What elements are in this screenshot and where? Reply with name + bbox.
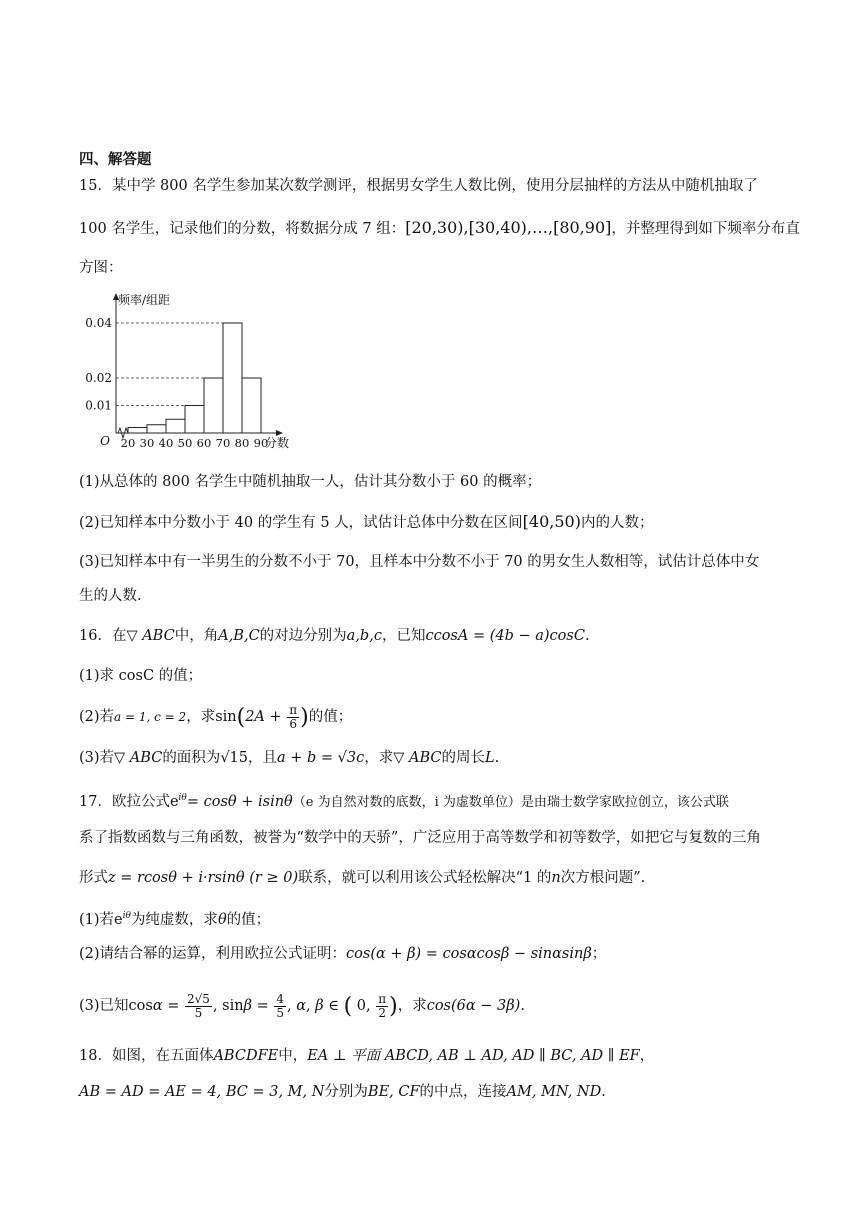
- bar-6: [242, 378, 261, 433]
- q15-text-1: 某中学 800 名学生参加某次数学测评，根据男女学生人数比例，使用分层抽样的方法从中随机抽取了: [111, 178, 758, 194]
- q17-line1: [79, 788, 820, 813]
- q17-line3-b: 联系，就可以利用该公式轻松解决“1 的: [298, 870, 552, 886]
- q15-part2-a: (2)已知样本中分数小于 40 的学生有 5 人，试估计总体中分数在区间: [79, 515, 523, 531]
- x-tick-label-7: 90: [253, 436, 269, 450]
- q17-part1-b: 为纯虚数，求: [130, 912, 218, 928]
- q18-points: BE, CF: [367, 1084, 420, 1100]
- q16-part2-a: (2)若: [79, 709, 115, 725]
- q17-part3-target: cos(6α − 3β): [426, 998, 521, 1014]
- q15-part1: (1)从总体的 800 名学生中随机抽取一人，估计其分数小于 60 的概率；: [79, 474, 542, 490]
- bar-0: [128, 428, 147, 434]
- q16-part3-L: L: [485, 750, 495, 766]
- q18-line2: [79, 1082, 820, 1102]
- q15-part2-b: 内的人数；: [580, 515, 654, 531]
- q16-part3-triangle: ▽ ABC: [114, 750, 163, 766]
- q17-part3-a: (3)已知: [79, 998, 129, 1014]
- q15-text-2a: 100 名学生，记录他们的分数，将数据分成 7 组：: [79, 221, 406, 237]
- q17-line3-c: 次方根问题”.: [560, 870, 646, 886]
- q16-part1: (1)求 cosC 的值；: [79, 668, 203, 684]
- q17-part3-conditions: cosα = $\frac{2√5}{5}$ , sinβ = $\frac{4}{5}$ , α, β ∈ ( 0, $\frac{\pi}{2}$ ): [128, 991, 398, 1020]
- q17-part1-a: (1)若: [79, 912, 115, 928]
- x-tick-label-3: 50: [177, 436, 193, 450]
- bar-5: [223, 323, 242, 433]
- y-tick-label-0: 0.04: [85, 316, 112, 330]
- q17-part3-c: .: [520, 998, 525, 1014]
- q17-part3: [79, 986, 820, 1027]
- q15-part2-interval: [40,50): [522, 512, 581, 531]
- q18-text-b: 中，: [278, 1048, 308, 1064]
- q16-part3-d: ，求: [364, 750, 394, 766]
- q16-sin-expression: sin(2A + $\frac{\pi}{6}$ ): [215, 702, 309, 731]
- q18-line1: [79, 1046, 820, 1066]
- y-tick-label-2: 0.01: [85, 398, 112, 413]
- q17-part2: [79, 944, 820, 964]
- q15-part3-line2: 生的人数.: [79, 588, 142, 604]
- q16-part3: (3)若▽ ABC的面积为√15，且a + b = √3c，求▽ ABC的周长L.: [79, 750, 500, 766]
- q16-text-c: 的对边分别为: [259, 628, 347, 644]
- q16-text-b: 中，角: [174, 628, 219, 644]
- x-tick-label-4: 60: [196, 436, 212, 450]
- q17-line3-n: n: [551, 870, 561, 886]
- q16-part2: [79, 700, 820, 735]
- bar-4: [204, 378, 223, 433]
- q18-text-2a: 分别为: [324, 1084, 368, 1100]
- q18-text-2b: 的中点，连接: [419, 1084, 507, 1100]
- bar-3: [185, 406, 204, 434]
- q17-part1-c: 的值；: [226, 912, 271, 928]
- q17-line3: [79, 868, 820, 888]
- x-tick-label-1: 30: [139, 436, 155, 450]
- q17-text-b: （e 为自然对数的底数，i 为虚数单位）是由瑞士数学家欧拉创立，该公式联: [292, 795, 729, 810]
- q17-part3-b: ，求: [397, 998, 427, 1014]
- q15-line1: [79, 176, 820, 196]
- q16-part3-cond: a + b = √3c: [277, 750, 365, 766]
- q16-part3-c: ，且: [248, 750, 278, 766]
- q17-formula: = cosθ + isinθ: [186, 794, 293, 810]
- q15-text-2b: ，并整理得到如下频率分布直: [611, 221, 800, 237]
- x-tick-label-5: 70: [215, 436, 231, 450]
- q16-part3-b: 的面积为: [162, 750, 221, 766]
- q17-text-a: 欧拉公式: [111, 794, 170, 810]
- q17-line3-a: 形式: [79, 870, 108, 886]
- x-axis-label: 分数: [265, 436, 290, 450]
- q15-line3: 方图：: [79, 260, 123, 276]
- q17-part2-formula: cos(α + β) = cosαcosβ − sinαsinβ: [346, 946, 592, 962]
- q16-part3-a: (3)若: [79, 750, 115, 766]
- bar-2: [166, 419, 185, 433]
- q18-number: 18．: [79, 1048, 112, 1064]
- q16-line1: 16．在▽ ABC中，角A,B,C的对边分别为a,b,c，已知ccosA = (4b − a)cosC.: [79, 628, 590, 644]
- q15-part2: [79, 512, 820, 533]
- q18-text-c: ，: [639, 1048, 655, 1064]
- q16-part2-c: 的值；: [308, 709, 353, 725]
- y-axis-label: 频率/组距: [118, 293, 171, 307]
- q16-part3-triangle-2: ▽ ABC: [393, 750, 442, 766]
- q18-cond2: AB = AD = AE = 4, BC = 3, M, N: [79, 1084, 325, 1100]
- q15-line2: [79, 218, 820, 239]
- q17-part2-a: (2)请结合幂的运算，利用欧拉公式证明：: [79, 946, 347, 962]
- y-tick-label-1: 0.02: [85, 371, 112, 385]
- q16-text-d: ，已知: [381, 628, 426, 644]
- q18-solid: ABCDFE: [213, 1048, 279, 1064]
- origin-label: O: [100, 434, 110, 448]
- q17-line3-formula: z = rcosθ + i·rsinθ (r ≥ 0): [108, 870, 299, 886]
- x-tick-label-2: 40: [158, 436, 174, 450]
- q17-euler-exp: $e^{i\theta}$: [169, 793, 187, 810]
- q17-number: 17．: [79, 794, 112, 810]
- q16-angles: A,B,C: [218, 628, 260, 644]
- q18-text-2c: .: [601, 1084, 606, 1100]
- q16-part2-cond: a = 1, c = 2: [114, 710, 187, 724]
- q16-number: 16．: [79, 628, 112, 644]
- q17-part1-exp: $e^{i\theta}$: [114, 911, 131, 928]
- bar-1: [147, 425, 166, 433]
- q18-segments: AM, MN, ND: [506, 1084, 602, 1100]
- q16-part3-area: √15: [220, 750, 249, 766]
- section-title: 四、解答题: [79, 152, 152, 168]
- q17-part1: (1)若$e^{i\theta}$为纯虚数，求θ的值；: [79, 911, 271, 928]
- q15-intervals: [20,30),[30,40),…,[80,90]: [405, 218, 612, 237]
- x-tick-label-0: 20: [120, 436, 136, 450]
- q18-text-a: 如图，在五面体: [111, 1048, 214, 1064]
- frequency-histogram: [78, 290, 298, 458]
- x-tick-label-6: 80: [234, 436, 250, 450]
- q16-text-a: 在: [111, 628, 127, 644]
- q18-cond1: EA ⊥ 平面 ABCD, AB ⊥ AD, AD ∥ BC, AD ∥ EF: [307, 1048, 640, 1064]
- q17-part2-b: ；: [591, 946, 607, 962]
- q16-equation: ccosA = (4b − a)cosC: [425, 628, 585, 644]
- q16-sides: a,b,c: [346, 628, 382, 644]
- q16-part3-e: 的周长: [441, 750, 486, 766]
- q15-number: 15．: [79, 178, 112, 194]
- q17-line2: 系了指数函数与三角函数，被誉为“数学中的天骄”，广泛应用于高等数学和初等数学，如把它与复数的三角: [79, 830, 761, 846]
- q16-triangle: ▽ ABC: [126, 628, 175, 644]
- q15-part3-line1: (3)已知样本中有一半男生的分数不小于 70，且样本中分数不小于 70 的男女生人数相等，试估计总体中女: [79, 554, 760, 570]
- q16-part2-b: ，求: [186, 709, 216, 725]
